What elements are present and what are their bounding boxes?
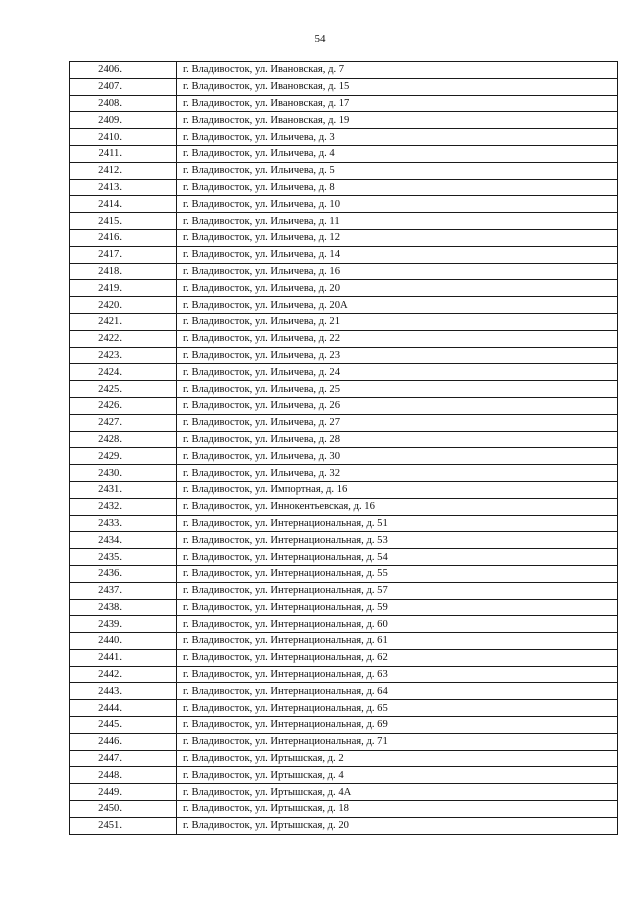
row-address: г. Владивосток, ул. Ильичева, д. 27 [177,414,618,431]
row-address: г. Владивосток, ул. Ильичева, д. 16 [177,263,618,280]
row-number: 2433. [70,515,177,532]
table-row [70,78,618,95]
table-row [70,599,618,616]
row-number: 2447. [70,750,177,767]
table-row [70,582,618,599]
row-address: г. Владивосток, ул. Ильичева, д. 12 [177,229,618,246]
table-row [70,817,618,834]
row-number: 2412. [70,162,177,179]
row-number: 2444. [70,700,177,717]
table-row [70,280,618,297]
row-number: 2420. [70,297,177,314]
table-row [70,112,618,129]
row-number: 2450. [70,801,177,818]
row-address: г. Владивосток, ул. Ивановская, д. 17 [177,95,618,112]
row-number: 2418. [70,263,177,280]
table-row [70,431,618,448]
row-number: 2441. [70,649,177,666]
address-table [69,61,618,835]
row-number: 2424. [70,364,177,381]
row-address: г. Владивосток, ул. Ивановская, д. 15 [177,78,618,95]
address-table-body [70,62,618,835]
row-number: 2426. [70,397,177,414]
row-number: 2445. [70,717,177,734]
row-number: 2422. [70,330,177,347]
table-row [70,95,618,112]
row-number: 2411. [70,145,177,162]
table-row [70,62,618,79]
table-row [70,129,618,146]
row-address: г. Владивосток, ул. Ильичева, д. 5 [177,162,618,179]
table-row [70,364,618,381]
row-address: г. Владивосток, ул. Интернациональная, д. 61 [177,633,618,650]
table-row [70,649,618,666]
table-row [70,750,618,767]
row-address: г. Владивосток, ул. Интернациональная, д. 59 [177,599,618,616]
table-row [70,767,618,784]
row-address: г. Владивосток, ул. Интернациональная, д. 60 [177,616,618,633]
row-address: г. Владивосток, ул. Иртышская, д. 2 [177,750,618,767]
row-number: 2425. [70,381,177,398]
row-address: г. Владивосток, ул. Ильичева, д. 10 [177,196,618,213]
row-number: 2436. [70,565,177,582]
row-address: г. Владивосток, ул. Иртышская, д. 20 [177,817,618,834]
table-row [70,229,618,246]
row-number: 2451. [70,817,177,834]
table-row [70,313,618,330]
table-row [70,700,618,717]
row-number: 2409. [70,112,177,129]
row-address: г. Владивосток, ул. Интернациональная, д. 65 [177,700,618,717]
row-number: 2448. [70,767,177,784]
table-row [70,196,618,213]
row-address: г. Владивосток, ул. Интернациональная, д. 63 [177,666,618,683]
table-row [70,448,618,465]
table-row [70,666,618,683]
row-number: 2416. [70,229,177,246]
row-number: 2443. [70,683,177,700]
row-number: 2438. [70,599,177,616]
row-number: 2415. [70,213,177,230]
row-number: 2435. [70,549,177,566]
table-row [70,246,618,263]
table-row [70,515,618,532]
row-number: 2413. [70,179,177,196]
row-address: г. Владивосток, ул. Иннокентьевская, д. 16 [177,498,618,515]
row-number: 2427. [70,414,177,431]
table-row [70,565,618,582]
row-address: г. Владивосток, ул. Ильичева, д. 14 [177,246,618,263]
table-row [70,784,618,801]
table-row [70,397,618,414]
row-address: г. Владивосток, ул. Ильичева, д. 23 [177,347,618,364]
row-address: г. Владивосток, ул. Интернациональная, д. 69 [177,717,618,734]
table-row [70,481,618,498]
row-number: 2449. [70,784,177,801]
table-row [70,733,618,750]
row-number: 2428. [70,431,177,448]
table-row [70,263,618,280]
row-number: 2434. [70,532,177,549]
row-address: г. Владивосток, ул. Ильичева, д. 3 [177,129,618,146]
row-address: г. Владивосток, ул. Ивановская, д. 7 [177,62,618,79]
table-row [70,145,618,162]
row-address: г. Владивосток, ул. Интернациональная, д. 53 [177,532,618,549]
table-row [70,633,618,650]
row-number: 2421. [70,313,177,330]
row-number: 2432. [70,498,177,515]
row-number: 2440. [70,633,177,650]
table-row [70,297,618,314]
row-address: г. Владивосток, ул. Ильичева, д. 8 [177,179,618,196]
row-address: г. Владивосток, ул. Интернациональная, д. 62 [177,649,618,666]
row-number: 2414. [70,196,177,213]
row-number: 2417. [70,246,177,263]
row-number: 2408. [70,95,177,112]
row-address: г. Владивосток, ул. Ивановская, д. 19 [177,112,618,129]
row-number: 2406. [70,62,177,79]
row-number: 2437. [70,582,177,599]
table-row [70,162,618,179]
row-address: г. Владивосток, ул. Ильичева, д. 11 [177,213,618,230]
row-number: 2439. [70,616,177,633]
row-address: г. Владивосток, ул. Интернациональная, д. 54 [177,549,618,566]
row-number: 2431. [70,481,177,498]
page-number: 54 [314,33,326,45]
row-address: г. Владивосток, ул. Ильичева, д. 4 [177,145,618,162]
row-address: г. Владивосток, ул. Ильичева, д. 30 [177,448,618,465]
row-address: г. Владивосток, ул. Ильичева, д. 25 [177,381,618,398]
table-row [70,717,618,734]
row-number: 2407. [70,78,177,95]
table-row [70,465,618,482]
table-row [70,498,618,515]
row-address: г. Владивосток, ул. Ильичева, д. 22 [177,330,618,347]
row-number: 2419. [70,280,177,297]
table-row [70,213,618,230]
row-address: г. Владивосток, ул. Ильичева, д. 28 [177,431,618,448]
row-number: 2446. [70,733,177,750]
table-row [70,179,618,196]
row-address: г. Владивосток, ул. Ильичева, д. 20 [177,280,618,297]
row-number: 2442. [70,666,177,683]
table-row [70,801,618,818]
row-address: г. Владивосток, ул. Иртышская, д. 4А [177,784,618,801]
table-row [70,347,618,364]
table-row [70,683,618,700]
row-number: 2429. [70,448,177,465]
row-address: г. Владивосток, ул. Интернациональная, д. 57 [177,582,618,599]
row-address: г. Владивосток, ул. Ильичева, д. 21 [177,313,618,330]
table-row [70,381,618,398]
row-address: г. Владивосток, ул. Интернациональная, д. 51 [177,515,618,532]
row-address: г. Владивосток, ул. Ильичева, д. 24 [177,364,618,381]
table-row [70,616,618,633]
row-address: г. Владивосток, ул. Ильичева, д. 32 [177,465,618,482]
row-number: 2430. [70,465,177,482]
row-number: 2423. [70,347,177,364]
table-row [70,549,618,566]
row-address: г. Владивосток, ул. Иртышская, д. 18 [177,801,618,818]
row-address: г. Владивосток, ул. Интернациональная, д. 71 [177,733,618,750]
row-address: г. Владивосток, ул. Интернациональная, д. 64 [177,683,618,700]
table-row [70,330,618,347]
table-row [70,414,618,431]
row-address: г. Владивосток, ул. Иртышская, д. 4 [177,767,618,784]
row-address: г. Владивосток, ул. Ильичева, д. 20А [177,297,618,314]
table-row [70,532,618,549]
row-address: г. Владивосток, ул. Ильичева, д. 26 [177,397,618,414]
row-number: 2410. [70,129,177,146]
row-address: г. Владивосток, ул. Импортная, д. 16 [177,481,618,498]
row-address: г. Владивосток, ул. Интернациональная, д. 55 [177,565,618,582]
